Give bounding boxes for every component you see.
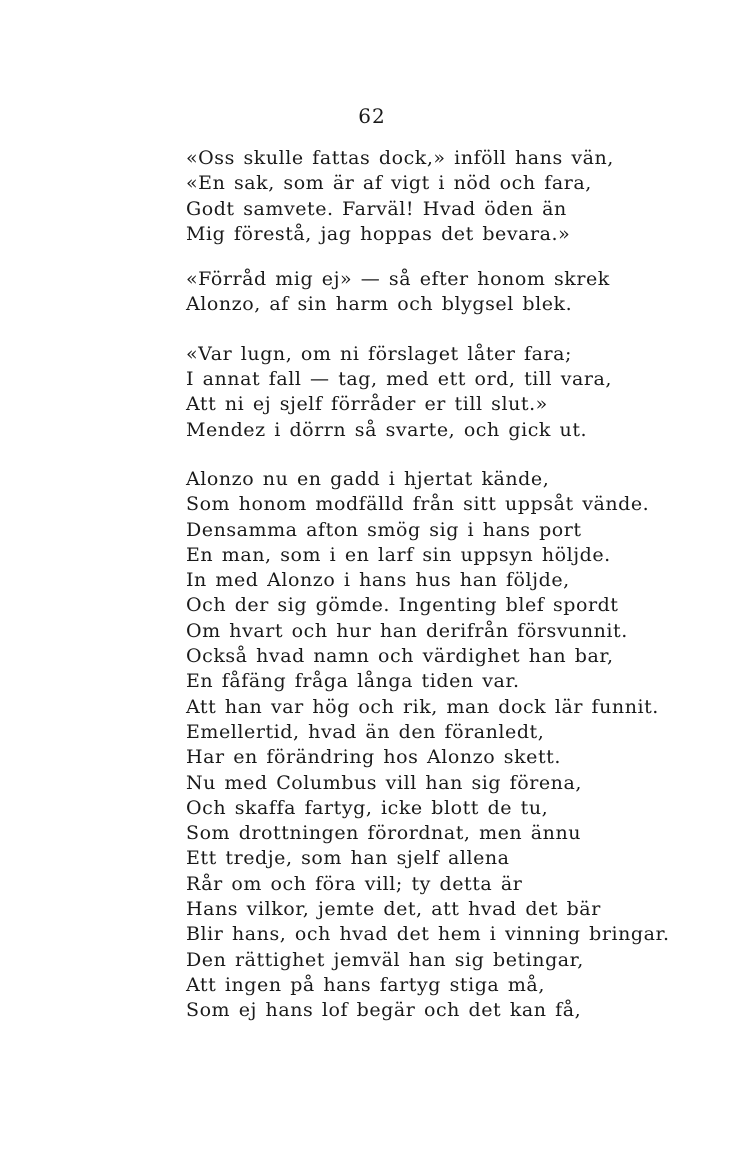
stanza-2	[186, 267, 726, 318]
verse-line: Blir hans, och hvad det hem i vinning bringar.	[186, 923, 670, 946]
verse-line: I annat fall — tag, med ett ord, till vara,	[186, 368, 612, 391]
verse-line: Rår om och föra vill; ty detta är	[186, 872, 523, 895]
verse-line: En man, som i en larf sin uppsyn höljde.	[186, 543, 611, 566]
verse-line: «En sak, som är af vigt i nöd och fara,	[186, 172, 592, 195]
verse-line: Att han var hög och rik, man dock lär funnit.	[186, 695, 659, 718]
verse-line: Också hvad namn och värdighet han bar,	[186, 645, 614, 668]
verse-line: «Förråd mig ej» — så efter honom skrek	[186, 268, 610, 291]
verse-line: Alonzo, af sin harm och blygsel blek.	[186, 293, 573, 316]
verse-line: Som ej hans lof begär och det kan få,	[186, 999, 582, 1022]
verse-line: Emellertid, hvad än den föranledt,	[186, 720, 545, 743]
verse-line: Om hvart och hur han derifrån försvunnit.	[186, 619, 628, 642]
stanza-3	[186, 342, 726, 443]
stanza-gap	[186, 318, 726, 342]
verse-line: Och der sig gömde. Ingenting blef spordt	[186, 594, 619, 617]
stanza-4	[186, 467, 726, 1024]
verse-line: Har en förändring hos Alonzo skett.	[186, 746, 561, 769]
stanza-1	[186, 146, 726, 247]
verse-line: Nu med Columbus vill han sig förena,	[186, 771, 582, 794]
verse-line: In med Alonzo i hans hus han följde,	[186, 569, 570, 592]
verse-line: Att ingen på hans fartyg stiga må,	[186, 973, 545, 996]
verse-line: Godt samvete. Farväl! Hvad öden än	[186, 197, 567, 220]
verse-line: Och skaffa fartyg, icke blott de tu,	[186, 796, 549, 819]
verse-line: Att ni ej sjelf förråder er till slut.»	[186, 393, 548, 416]
verse-line: Mendez i dörrn så svarte, och gick ut.	[186, 418, 588, 441]
poem-text	[186, 146, 726, 1024]
stanza-gap	[186, 443, 726, 467]
verse-line: Mig förestå, jag hoppas det bevara.»	[186, 222, 571, 245]
verse-line: Som honom modfälld från sitt uppsåt vände.	[186, 493, 650, 516]
verse-line: Den rättighet jemväl han sig betingar,	[186, 948, 584, 971]
verse-line: Hans vilkor, jemte det, att hvad det bär	[186, 898, 601, 921]
verse-line: Som drottningen förordnat, men ännu	[186, 822, 582, 845]
verse-line: Ett tredje, som han sjelf allena	[186, 847, 510, 870]
verse-line: Alonzo nu en gadd i hjertat kände,	[186, 467, 550, 490]
page-number: 62	[358, 104, 386, 128]
verse-line: En fåfäng fråga långa tiden var.	[186, 670, 520, 693]
stanza-gap	[186, 247, 726, 267]
verse-line: «Var lugn, om ni förslaget låter fara;	[186, 342, 572, 365]
verse-line: «Oss skulle fattas dock,» inföll hans vän,	[186, 147, 614, 169]
verse-line: Densamma afton smög sig i hans port	[186, 518, 582, 541]
